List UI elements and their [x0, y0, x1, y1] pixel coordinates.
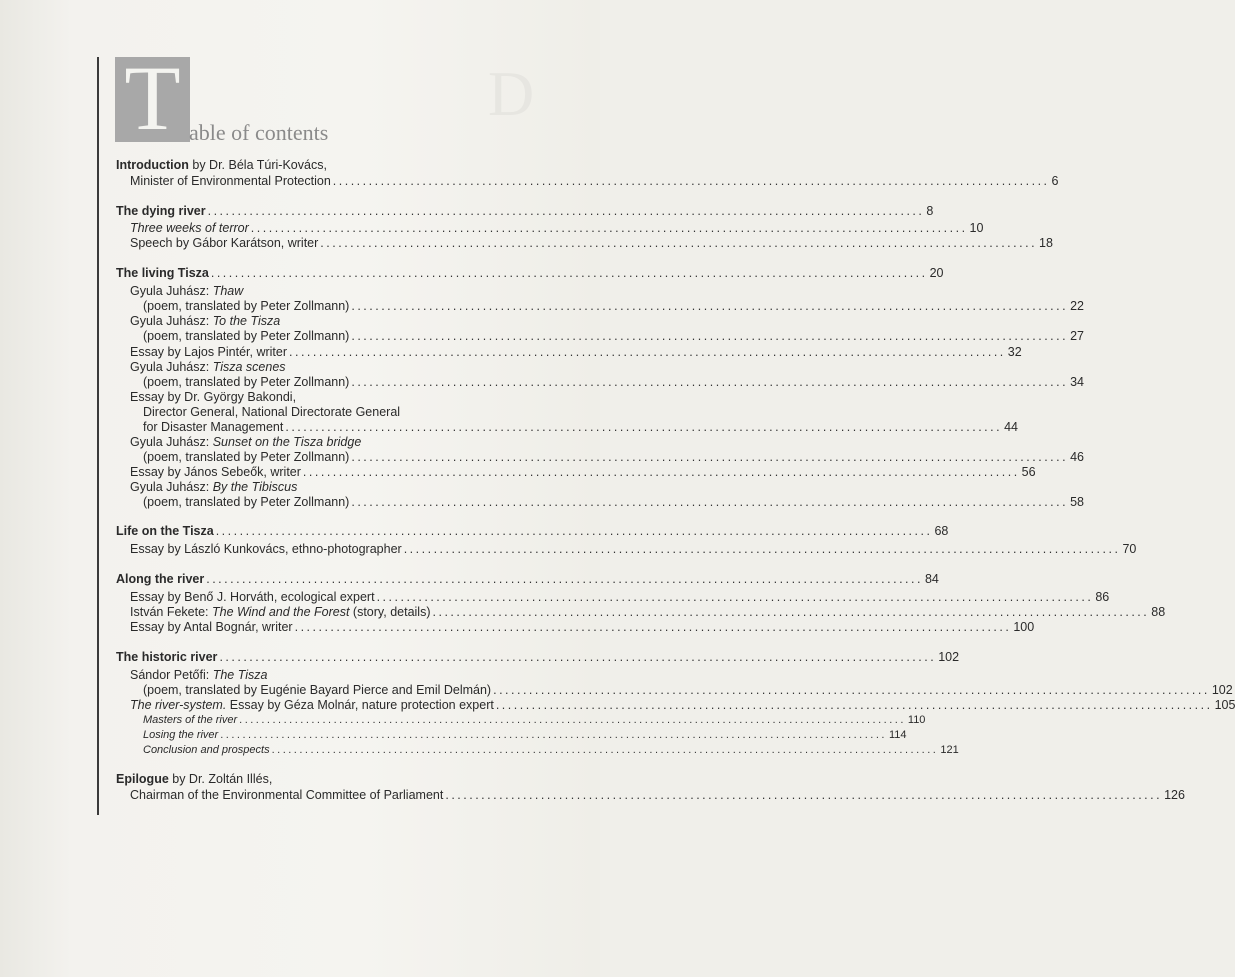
toc-entry: Gyula Juhász: Thaw [130, 284, 244, 298]
toc-entry-subline: (poem, translated by Peter Zollmann) ........................................................................................................................ 34 [143, 375, 1084, 389]
toc-entry-subline: for Disaster Management ........................................................................................................................ 44 [143, 420, 1018, 434]
page-number: 102 [938, 650, 960, 664]
toc-entry-subline: (poem, translated by Peter Zollmann) ........................................................................................................................ 27 [143, 329, 1084, 343]
toc-section-dying-river: The dying river ........................................................................................................................ 8 [116, 204, 934, 218]
page-number: 6 [1051, 174, 1059, 188]
page-number: 46 [1070, 450, 1084, 464]
page-number: 18 [1039, 236, 1053, 250]
show-through-letter: D [488, 58, 535, 129]
toc-entry-epilogue-line2: Chairman of the Environmental Committee of Parliament ........................................................................................................................ 126 [130, 788, 1185, 802]
page-number: 121 [940, 744, 959, 756]
toc-entry-subline: (poem, translated by Peter Zollmann) ........................................................................................................................ 58 [143, 495, 1084, 509]
toc-entry-subline: (poem, translated by Peter Zollmann) ........................................................................................................................ 22 [143, 299, 1084, 313]
toc-entry: Essay by Dr. György Bakondi, [130, 390, 297, 404]
page-number: 20 [929, 266, 944, 280]
toc-section-along-river: Along the river ........................................................................................................................ 84 [116, 572, 939, 586]
page-number: 126 [1164, 788, 1185, 802]
toc-subentry: Conclusion and prospects ........................................................................................................................ 121 [143, 744, 959, 756]
page-number: 88 [1151, 605, 1166, 619]
toc-entry: Essay by László Kunkovács, ethno-photographer ........................................................................................................................ 70 [130, 542, 1137, 556]
page-number: 102 [1211, 683, 1233, 697]
toc-entry: Essay by Benő J. Horváth, ecological expert ........................................................................................................................ 86 [130, 590, 1110, 604]
toc-section-historic-river: The historic river ........................................................................................................................ 102 [116, 650, 960, 664]
toc-entry: Gyula Juhász: By the Tibiscus [130, 480, 298, 494]
toc-entry: Essay by János Sebeők, writer ........................................................................................................................ 56 [130, 465, 1036, 479]
page-number: 86 [1095, 590, 1110, 604]
toc-section-life-on-tisza: Life on the Tisza ........................................................................................................................ 68 [116, 524, 949, 538]
page-number: 110 [907, 714, 926, 726]
toc-entry: Gyula Juhász: Tisza scenes [130, 360, 286, 374]
page-number: 32 [1007, 345, 1022, 359]
toc-entry: Gyula Juhász: To the Tisza [130, 314, 281, 328]
page-number: 105 [1214, 698, 1235, 712]
toc-entry: Speech by Gábor Karátson, writer ........................................................................................................................ 18 [130, 236, 1053, 250]
page-number: 70 [1122, 542, 1137, 556]
toc-entry: István Fekete: The Wind and the Forest (story, details) ........................................................................................................................ 88 [130, 605, 1166, 619]
toc-entry: Essay by Antal Bognár, writer ........................................................................................................................ 100 [130, 620, 1035, 634]
page-number: 58 [1070, 495, 1084, 509]
toc-entry: Gyula Juhász: Sunset on the Tisza bridge [130, 435, 362, 449]
page-number: 34 [1070, 375, 1084, 389]
page-title: able of contents [189, 120, 329, 145]
toc-entry: Essay by Lajos Pintér, writer ........................................................................................................................ 32 [130, 345, 1022, 359]
toc-section-living-tisza: The living Tisza ........................................................................................................................ 20 [116, 266, 944, 280]
toc-entry-subline: (poem, translated by Eugénie Bayard Pierce and Emil Delmán) ........................................................................................................................ 102 [143, 683, 1233, 697]
toc-entry: The river-system. Essay by Géza Molnár, nature protection expert ........................................................................................................................ 105 [130, 698, 1235, 712]
toc-entry-introduction-line2: Minister of Environmental Protection ........................................................................................................................ 6 [130, 174, 1059, 188]
toc-entry-subline: (poem, translated by Peter Zollmann) ........................................................................................................................ 46 [143, 450, 1084, 464]
toc-subentry: Losing the river ........................................................................................................................ 114 [143, 729, 907, 741]
toc-subentry: Masters of the river ........................................................................................................................ 110 [143, 714, 926, 726]
page-number: 10 [969, 221, 984, 235]
page-number: 44 [1004, 420, 1018, 434]
page-number: 100 [1013, 620, 1035, 634]
toc-entry-subline: Director General, National Directorate General [143, 405, 401, 419]
page-number: 68 [934, 524, 949, 538]
toc-entry: Sándor Petőfi: The Tisza [130, 668, 268, 682]
page-number: 8 [926, 204, 934, 218]
vertical-rule [97, 57, 99, 815]
page-number: 114 [888, 729, 907, 741]
page-number: 84 [924, 572, 939, 586]
page-number: 22 [1070, 299, 1084, 313]
drop-cap-letter: T [124, 47, 181, 149]
page-number: 56 [1021, 465, 1036, 479]
toc-entry: Three weeks of terror ........................................................................................................................ 10 [130, 221, 984, 235]
page-number: 27 [1070, 329, 1084, 343]
toc-entry-introduction: Introduction by Dr. Béla Túri-Kovács, [116, 158, 327, 172]
toc-entry-epilogue: Epilogue by Dr. Zoltán Illés, [116, 772, 273, 786]
